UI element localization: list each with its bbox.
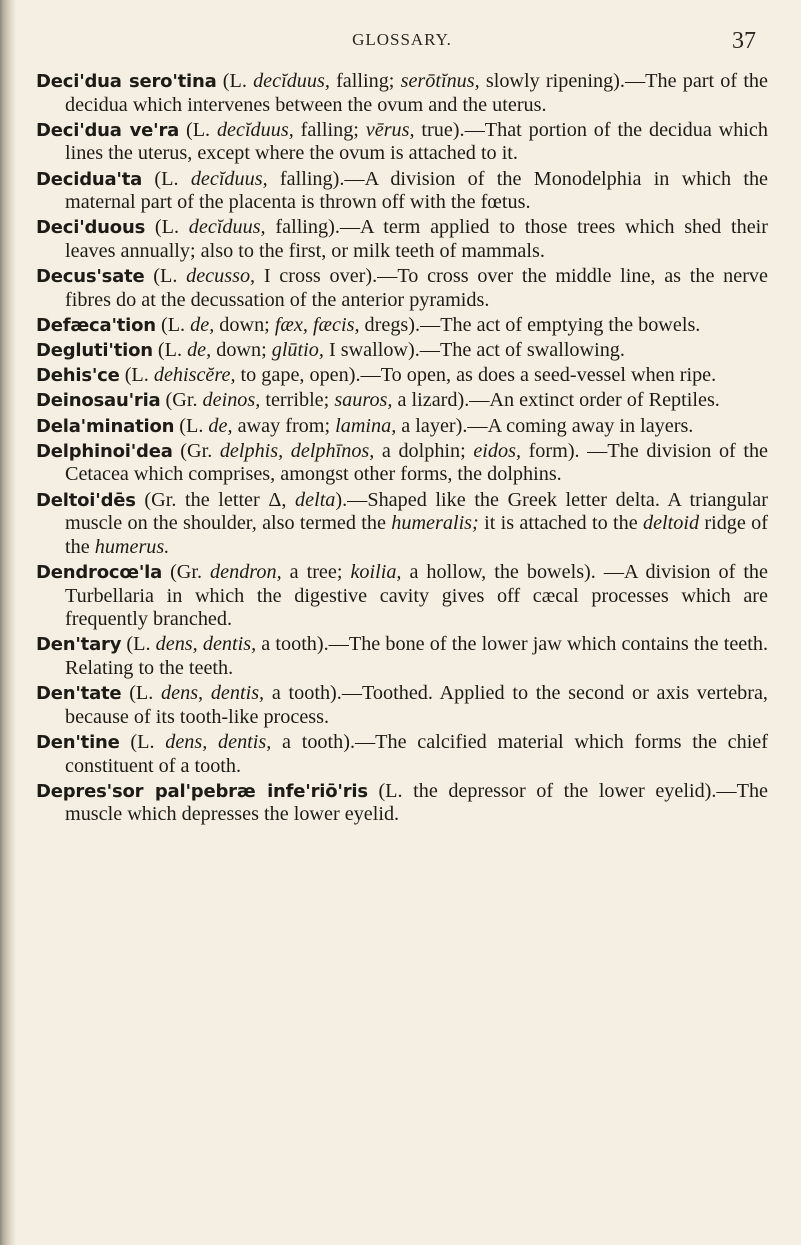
entry-text: (L. xyxy=(174,414,209,437)
entry-italic-term: deltoid xyxy=(642,512,700,535)
entry-italic-term: koilia, xyxy=(350,561,402,583)
entry-text: a hollow, the bowels). —A division of the Turbellaria in which the digestive cavity gives off cæcal processes which are frequently branched. xyxy=(65,561,768,631)
entry-italic-term: humeralis; xyxy=(391,512,479,535)
glossary-entry xyxy=(36,216,768,263)
entry-text: a tooth).—Toothed. Applied to the second or axis vertebra, because of its tooth-like process. xyxy=(65,682,768,728)
entry-italic-term: eidos, xyxy=(473,439,521,462)
entry-italic-term: dendron, xyxy=(210,561,282,583)
glossary-entry xyxy=(36,265,768,312)
glossary-entries xyxy=(36,70,768,827)
entry-headword: Deltoi'dēs xyxy=(36,489,136,511)
entry-text: (L. xyxy=(152,339,188,362)
entry-headword: Dendrocœ'la xyxy=(36,562,163,583)
entry-headword: Delphinoi'dea xyxy=(36,440,173,462)
entry-headword: Den'tine xyxy=(36,731,120,753)
entry-italic-term: delta xyxy=(295,488,336,511)
entry-italic-term: serōtĭnus, xyxy=(400,70,480,92)
entry-text: (L. xyxy=(119,730,166,753)
entry-text: it is attached to the xyxy=(478,512,643,535)
glossary-entry xyxy=(36,489,768,560)
entry-headword: Deinosau'ria xyxy=(36,390,161,412)
entry-italic-term: decusso, xyxy=(186,265,256,288)
entry-text: down; xyxy=(211,339,272,362)
entry-text: I swallow).—The act of swallowing. xyxy=(323,339,625,362)
entry-italic-term: de, xyxy=(187,339,212,362)
entry-headword: Decidua'ta xyxy=(36,168,143,190)
entry-headword: Defæca'tion xyxy=(36,314,156,336)
entry-text: (Gr. the letter Δ, xyxy=(135,488,296,511)
entry-italic-term: sauros, xyxy=(334,389,393,412)
entry-headword: Dehis'ce xyxy=(36,365,120,387)
entry-headword: Degluti'tion xyxy=(36,340,153,362)
entry-text: (L. xyxy=(155,313,191,336)
entry-text: ridge of the xyxy=(65,512,768,558)
entry-italic-term: delphis, delphīnos, xyxy=(219,439,375,462)
entry-text: (L. xyxy=(216,70,254,92)
glossary-entry xyxy=(36,731,768,778)
glossary-entry xyxy=(36,364,768,388)
entry-text: a tooth).—The calcified material which forms the chief constituent of a tooth. xyxy=(65,730,768,777)
entry-text: (L. xyxy=(145,216,189,239)
entry-text: dregs).—The act of emptying the bowels. xyxy=(359,313,701,336)
glossary-entry xyxy=(36,389,768,413)
entry-italic-term: deinos, xyxy=(202,389,261,412)
glossary-entry xyxy=(36,682,768,729)
entry-text: to gape, open).—To open, as does a seed-vessel when ripe. xyxy=(235,364,717,387)
entry-italic-term: de, xyxy=(190,313,215,336)
entry-text: a tree; xyxy=(281,561,351,583)
entry-text: I cross over).—To cross over the middle line, as the nerve fibres do at the decussation of the anterior pyramids. xyxy=(65,265,768,311)
entry-text: ).—Shaped like the Greek letter delta. A triangular muscle on the shoulder, also termed the xyxy=(65,488,768,535)
entry-headword: Den'tary xyxy=(36,634,122,656)
glossary-entry xyxy=(36,633,768,680)
entry-text: (Gr. xyxy=(160,389,203,412)
entry-text: a layer).—A coming away in layers. xyxy=(396,414,694,437)
entry-text: falling; xyxy=(293,118,366,141)
glossary-entry xyxy=(36,561,768,632)
entry-text: (Gr. xyxy=(162,561,211,583)
glossary-entry xyxy=(36,314,768,338)
glossary-page xyxy=(36,26,768,829)
entry-headword: Decus'sate xyxy=(36,266,145,288)
entry-text: (Gr. xyxy=(172,439,220,462)
entry-text: down; xyxy=(214,313,275,336)
entry-text: true).—That portion of the decidua which lines the uterus, except where the ovum is attached to it. xyxy=(65,118,768,165)
entry-italic-term: decĭduus, xyxy=(190,167,268,190)
entry-text: (L. xyxy=(144,265,187,288)
entry-headword: Deci'dua sero'tina xyxy=(36,71,217,92)
entry-italic-term: dens, dentis, xyxy=(155,633,257,656)
entry-italic-term: decĭduus, xyxy=(188,216,266,239)
entry-text: form). —The division of the Cetacea which comprises, amongst other forms, the dolphins. xyxy=(65,439,769,486)
entry-italic-term: dens, dentis, xyxy=(161,682,265,705)
entry-text: a lizard).—An extinct order of Reptiles. xyxy=(392,389,720,412)
entry-text: falling; xyxy=(329,70,401,92)
entry-headword: Depres'sor pal'pebræ infe'riō'ris xyxy=(36,780,368,802)
page-header xyxy=(36,26,768,56)
glossary-entry xyxy=(36,168,768,215)
entry-text: a tooth).—The bone of the lower jaw which contains the teeth. Relating to the teeth. xyxy=(65,633,768,679)
entry-italic-term: lamina, xyxy=(335,414,397,437)
entry-text: a dolphin; xyxy=(374,439,474,462)
entry-text: falling).—A division of the Monodelphia in which the maternal part of the placenta is thrown off with the fœtus. xyxy=(65,167,768,214)
entry-headword: Dela'mination xyxy=(36,415,175,437)
running-title: GLOSSARY. xyxy=(352,30,452,49)
book-binding-edge xyxy=(0,0,16,1245)
entry-text: slowly ripening).—The part of the decidua which intervenes between the ovum and the uterus. xyxy=(65,70,768,116)
entry-italic-term: vērus, xyxy=(365,118,415,141)
glossary-entry xyxy=(36,440,768,487)
glossary-entry xyxy=(36,415,768,439)
entry-text: (L. xyxy=(121,682,162,705)
page-number: 37 xyxy=(732,28,756,54)
glossary-entry xyxy=(36,780,768,827)
entry-text: (L. xyxy=(121,633,156,656)
entry-text: (L. xyxy=(179,118,217,141)
entry-text: terrible; xyxy=(260,389,335,412)
glossary-entry xyxy=(36,119,768,166)
glossary-entry xyxy=(36,70,768,117)
entry-italic-term: humerus. xyxy=(94,535,170,558)
entry-text: (L. xyxy=(142,167,191,190)
entry-text: (L. xyxy=(119,364,154,387)
entry-italic-term: de, xyxy=(208,414,233,437)
entry-italic-term: dehiscĕre, xyxy=(153,364,236,387)
entry-text: away from; xyxy=(232,414,336,437)
entry-text: (L. the depressor of the lower eyelid).—The muscle which depresses the lower eyelid. xyxy=(65,779,769,826)
entry-headword: Deci'duous xyxy=(36,217,146,239)
entry-headword: Deci'dua ve'ra xyxy=(36,119,180,141)
entry-italic-term: glūtio, xyxy=(271,339,324,362)
entry-italic-term: decĭduus, xyxy=(216,118,294,141)
entry-headword: Den'tate xyxy=(36,683,122,705)
glossary-entry xyxy=(36,339,768,363)
entry-italic-term: dens, dentis, xyxy=(165,730,272,753)
entry-italic-term: fæx, fæcis, xyxy=(274,313,360,336)
entry-text: falling).—A term applied to those trees which shed their leaves annually; also to the first, or milk teeth of mammals. xyxy=(65,216,768,262)
entry-italic-term: decĭduus, xyxy=(253,70,330,92)
